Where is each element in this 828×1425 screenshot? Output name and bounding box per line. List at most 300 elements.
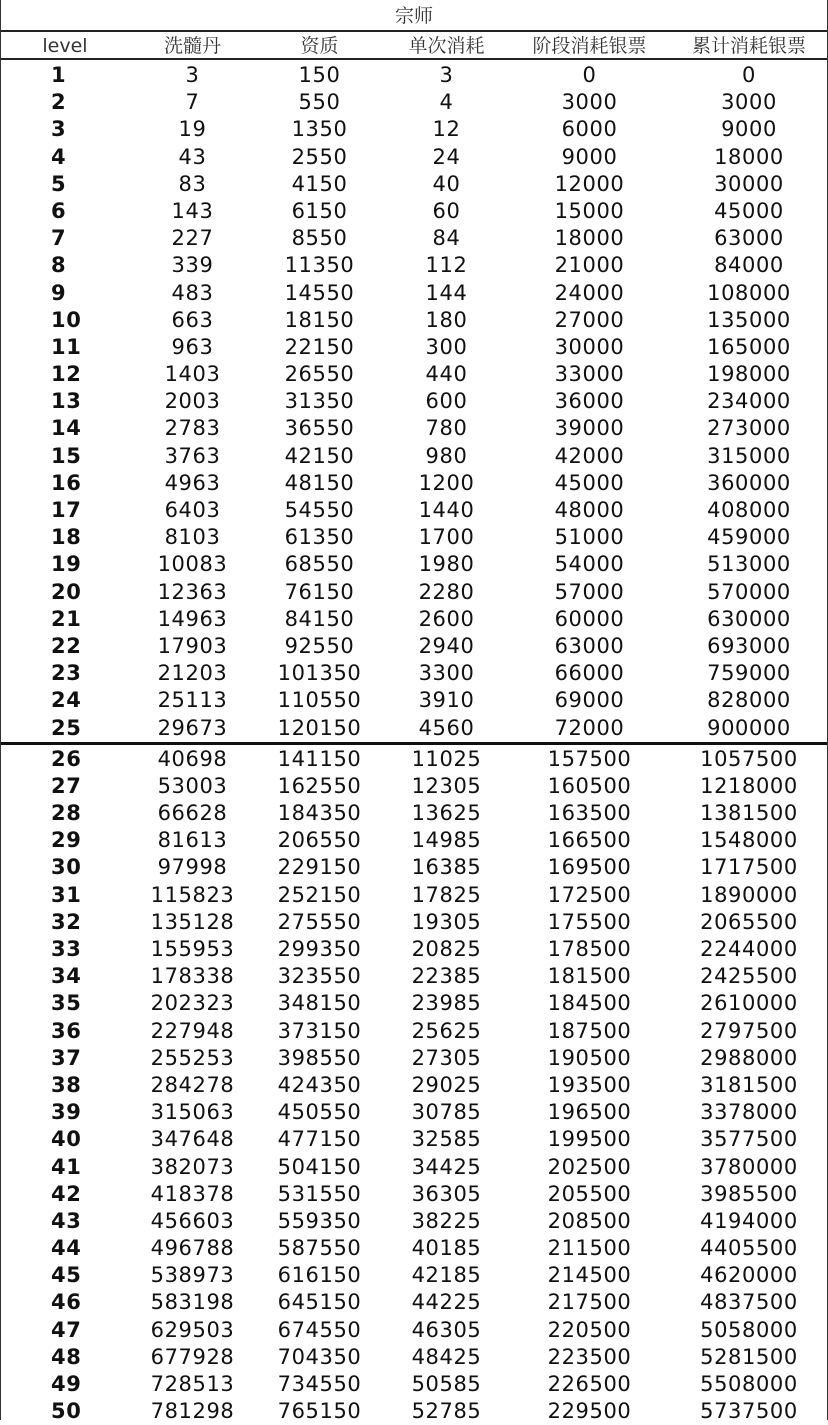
stage-silver-cell: 178500 (547, 937, 632, 961)
stage-silver-cell: 12000 (554, 171, 625, 196)
single-cost-cell: 40185 (411, 1236, 482, 1261)
stage-silver-cell: 66000 (554, 661, 625, 686)
marrow-pill-cell: 728513 (150, 1372, 235, 1396)
aptitude-cell: 424350 (277, 1072, 362, 1097)
table-row (1, 1154, 827, 1181)
table-row (1, 800, 827, 827)
aptitude-cell: 48150 (284, 470, 355, 495)
aptitude-cell: 323550 (277, 964, 362, 989)
marrow-pill-cell: 43 (178, 144, 207, 169)
table-row (1, 1344, 827, 1371)
table-row (1, 1126, 827, 1153)
cumulative-silver-cell: 135000 (707, 307, 791, 332)
level-cell: 48 (51, 1344, 82, 1369)
level-cell: 38 (51, 1072, 82, 1097)
level-cell: 28 (51, 801, 82, 826)
single-cost-cell: 46305 (411, 1317, 482, 1342)
cumulative-silver-cell: 5058000 (700, 1317, 798, 1342)
marrow-pill-cell: 17903 (157, 633, 228, 658)
single-cost-cell: 600 (425, 389, 468, 414)
aptitude-cell: 206550 (277, 828, 362, 853)
table-row (1, 198, 827, 225)
level-cell: 24 (51, 688, 82, 713)
single-cost-cell: 48425 (411, 1344, 482, 1369)
marrow-pill-cell: 202323 (150, 991, 235, 1016)
marrow-pill-cell: 347648 (150, 1127, 235, 1152)
single-cost-cell: 4560 (418, 715, 475, 740)
level-cell: 30 (51, 855, 82, 880)
marrow-pill-cell: 3 (185, 63, 200, 87)
level-cell: 19 (51, 552, 82, 577)
single-cost-cell: 29025 (411, 1072, 482, 1097)
stage-silver-cell: 48000 (554, 498, 625, 522)
table-row (1, 171, 827, 198)
single-cost-cell: 3300 (418, 661, 475, 686)
single-cost-cell: 2940 (418, 633, 475, 658)
cumulative-silver-cell: 3985500 (700, 1181, 798, 1206)
marrow-pill-cell: 21203 (157, 661, 228, 686)
level-cell: 26 (51, 746, 82, 771)
level-cell: 36 (51, 1018, 82, 1043)
single-cost-cell: 40 (432, 171, 461, 196)
cumulative-silver-cell: 198000 (707, 362, 791, 387)
single-cost-cell: 4 (439, 90, 454, 115)
marrow-pill-cell: 115823 (150, 882, 235, 907)
stage-silver-cell: 21000 (554, 253, 625, 278)
cumulative-silver-cell: 3181500 (700, 1072, 798, 1097)
aptitude-cell: 42150 (284, 443, 355, 468)
cumulative-silver-cell: 759000 (707, 661, 791, 686)
cumulative-silver-cell: 1381500 (700, 801, 798, 826)
single-cost-cell: 1980 (418, 552, 475, 577)
marrow-pill-cell: 12363 (157, 579, 228, 604)
header-cumulative-silver-cost: 累计消耗银票 (691, 35, 806, 57)
single-cost-cell: 24 (432, 144, 461, 169)
aptitude-cell: 76150 (284, 579, 355, 604)
level-cell: 11 (51, 334, 82, 359)
marrow-pill-cell: 781298 (150, 1399, 235, 1424)
marrow-pill-cell: 339 (171, 253, 214, 278)
stage-silver-cell: 27000 (554, 307, 625, 332)
table-row (1, 1099, 827, 1126)
single-cost-cell: 50585 (411, 1372, 482, 1396)
table-section-levels-26-50 (1, 745, 827, 1425)
stage-silver-cell: 60000 (554, 606, 625, 631)
aptitude-cell: 14550 (284, 280, 355, 305)
marrow-pill-cell: 483 (171, 280, 214, 305)
table-row (1, 551, 827, 578)
cumulative-silver-cell: 3378000 (700, 1100, 798, 1125)
marrow-pill-cell: 29673 (157, 715, 228, 740)
single-cost-cell: 12305 (411, 773, 482, 798)
cumulative-silver-cell: 315000 (707, 443, 791, 468)
level-cell: 46 (51, 1290, 82, 1315)
cumulative-silver-cell: 693000 (707, 633, 791, 658)
level-cell: 45 (51, 1263, 82, 1288)
level-cell: 1 (51, 63, 67, 87)
header-marrow-pill: 洗髓丹 (163, 35, 221, 57)
table-row (1, 827, 827, 854)
level-cell: 3 (51, 117, 67, 142)
table-row (1, 773, 827, 800)
marrow-pill-cell: 178338 (150, 964, 235, 989)
table-row (1, 854, 827, 881)
cumulative-silver-cell: 2797500 (700, 1018, 798, 1043)
stage-silver-cell: 36000 (554, 389, 625, 414)
marrow-pill-cell: 14963 (157, 606, 228, 631)
table-row (1, 62, 827, 89)
stage-silver-cell: 30000 (554, 334, 625, 359)
level-cell: 21 (51, 606, 82, 631)
table-row (1, 252, 827, 279)
aptitude-cell: 61350 (284, 525, 355, 550)
aptitude-cell: 4150 (291, 171, 348, 196)
marrow-pill-cell: 3763 (164, 443, 221, 468)
stage-silver-cell: 187500 (547, 1018, 632, 1043)
cumulative-silver-cell: 1717500 (700, 855, 798, 880)
table-row (1, 746, 827, 773)
single-cost-cell: 19305 (411, 909, 482, 934)
single-cost-cell: 17825 (411, 882, 482, 907)
level-cell: 22 (51, 633, 82, 658)
table-row (1, 882, 827, 909)
table-row (1, 909, 827, 936)
table-row (1, 388, 827, 415)
single-cost-cell: 14985 (411, 828, 482, 853)
level-cell: 2 (51, 90, 67, 115)
level-cell: 18 (51, 525, 82, 550)
aptitude-cell: 550 (298, 90, 341, 115)
single-cost-cell: 60 (432, 198, 461, 223)
stage-silver-cell: 208500 (547, 1208, 632, 1233)
level-cell: 12 (51, 362, 82, 387)
cumulative-silver-cell: 3780000 (700, 1154, 798, 1179)
table-row (1, 225, 827, 252)
cumulative-silver-cell: 900000 (707, 715, 791, 740)
marrow-pill-cell: 315063 (150, 1100, 235, 1125)
cumulative-silver-cell: 459000 (707, 525, 791, 550)
level-cell: 25 (51, 715, 82, 740)
stage-silver-cell: 229500 (547, 1399, 632, 1424)
stage-silver-cell: 15000 (554, 198, 625, 223)
cumulative-silver-cell: 0 (742, 63, 756, 87)
cumulative-silver-cell: 2988000 (700, 1045, 798, 1070)
stage-silver-cell: 226500 (547, 1372, 632, 1396)
table-row (1, 307, 827, 334)
stage-silver-cell: 220500 (547, 1317, 632, 1342)
cumulative-silver-cell: 4620000 (700, 1263, 798, 1288)
aptitude-cell: 504150 (277, 1154, 362, 1179)
single-cost-cell: 84 (432, 226, 461, 251)
level-cell: 17 (51, 498, 82, 522)
single-cost-cell: 440 (425, 362, 468, 387)
table-row (1, 1262, 827, 1289)
marrow-pill-cell: 143 (171, 198, 214, 223)
cumulative-silver-cell: 513000 (707, 552, 791, 577)
table-row (1, 990, 827, 1017)
cumulative-silver-cell: 234000 (707, 389, 791, 414)
aptitude-cell: 645150 (277, 1290, 362, 1315)
stage-silver-cell: 51000 (554, 525, 625, 550)
table-row (1, 1181, 827, 1208)
marrow-pill-cell: 629503 (150, 1317, 235, 1342)
level-cell: 35 (51, 991, 82, 1016)
single-cost-cell: 16385 (411, 855, 482, 880)
aptitude-cell: 184350 (277, 801, 362, 826)
table-row (1, 1317, 827, 1344)
marrow-pill-cell: 155953 (150, 937, 235, 961)
table-row (1, 1018, 827, 1045)
stage-silver-cell: 202500 (547, 1154, 632, 1179)
single-cost-cell: 780 (425, 416, 468, 441)
single-cost-cell: 180 (425, 307, 468, 332)
table-row (1, 1235, 827, 1262)
level-cell: 41 (51, 1154, 82, 1179)
level-cell: 42 (51, 1181, 82, 1206)
stage-silver-cell: 0 (582, 63, 597, 87)
cumulative-silver-cell: 45000 (714, 198, 784, 223)
level-cell: 15 (51, 443, 82, 468)
marrow-pill-cell: 227 (171, 226, 214, 251)
table-row (1, 334, 827, 361)
marrow-pill-cell: 2783 (164, 416, 221, 441)
stage-silver-cell: 190500 (547, 1045, 632, 1070)
level-cell: 5 (51, 171, 67, 196)
aptitude-cell: 531550 (277, 1181, 362, 1206)
stage-silver-cell: 157500 (547, 746, 632, 771)
marrow-pill-cell: 496788 (150, 1236, 235, 1261)
level-cell: 13 (51, 389, 82, 414)
marrow-pill-cell: 583198 (150, 1290, 235, 1315)
table-row (1, 1208, 827, 1235)
stage-silver-cell: 169500 (547, 855, 632, 880)
single-cost-cell: 1700 (418, 525, 475, 550)
stage-silver-cell: 172500 (547, 882, 632, 907)
table-row (1, 361, 827, 388)
aptitude-cell: 674550 (277, 1317, 362, 1342)
aptitude-cell: 54550 (284, 498, 355, 522)
cumulative-silver-cell: 2065500 (700, 909, 798, 934)
header-aptitude: 资质 (300, 35, 339, 57)
table-row (1, 936, 827, 963)
stage-silver-cell: 205500 (547, 1181, 632, 1206)
aptitude-cell: 477150 (277, 1127, 362, 1152)
level-cell: 29 (51, 828, 82, 853)
single-cost-cell: 13625 (411, 801, 482, 826)
cumulative-silver-cell: 9000 (721, 117, 777, 142)
single-cost-cell: 3 (439, 63, 454, 87)
table-row (1, 497, 827, 524)
table-row (1, 633, 827, 660)
single-cost-cell: 42185 (411, 1263, 482, 1288)
single-cost-cell: 20825 (411, 937, 482, 961)
table-row (1, 1398, 827, 1425)
stage-silver-cell: 199500 (547, 1127, 632, 1152)
cumulative-silver-cell: 630000 (707, 606, 791, 631)
level-cell: 44 (51, 1236, 82, 1261)
stage-silver-cell: 18000 (554, 226, 625, 251)
cumulative-silver-cell: 828000 (707, 688, 791, 713)
aptitude-cell: 765150 (277, 1399, 362, 1424)
aptitude-cell: 704350 (277, 1344, 362, 1369)
marrow-pill-cell: 53003 (157, 773, 228, 798)
aptitude-cell: 1350 (291, 117, 348, 142)
stage-silver-cell: 181500 (547, 964, 632, 989)
table-row (1, 687, 827, 714)
single-cost-cell: 12 (432, 117, 461, 142)
stage-silver-cell: 69000 (554, 688, 625, 713)
single-cost-cell: 1440 (418, 498, 475, 522)
marrow-pill-cell: 81613 (157, 828, 228, 853)
table-row (1, 715, 827, 742)
single-cost-cell: 112 (425, 253, 468, 278)
single-cost-cell: 3910 (418, 688, 475, 713)
stage-silver-cell: 166500 (547, 828, 632, 853)
table-row (1, 443, 827, 470)
marrow-pill-cell: 40698 (157, 746, 228, 771)
table-row (1, 524, 827, 551)
marrow-pill-cell: 83 (178, 171, 207, 196)
cumulative-silver-cell: 2244000 (700, 937, 798, 961)
level-cell: 31 (51, 882, 82, 907)
stage-silver-cell: 54000 (554, 552, 625, 577)
single-cost-cell: 32585 (411, 1127, 482, 1152)
marrow-pill-cell: 1403 (164, 362, 221, 387)
marrow-pill-cell: 418378 (150, 1181, 235, 1206)
stage-silver-cell: 214500 (547, 1263, 632, 1288)
marrow-pill-cell: 4963 (164, 470, 221, 495)
marrow-pill-cell: 6403 (164, 498, 221, 522)
aptitude-cell: 31350 (284, 389, 355, 414)
table-title: 宗师 (1, 0, 827, 32)
level-cell: 40 (51, 1127, 82, 1152)
marrow-pill-cell: 19 (178, 117, 207, 142)
level-cell: 50 (51, 1399, 82, 1424)
marrow-pill-cell: 10083 (157, 552, 228, 577)
cumulative-silver-cell: 5281500 (700, 1344, 798, 1369)
table-row (1, 1045, 827, 1072)
marrow-pill-cell: 456603 (150, 1208, 235, 1233)
aptitude-cell: 8550 (291, 226, 348, 251)
single-cost-cell: 27305 (411, 1045, 482, 1070)
table-row (1, 579, 827, 606)
stage-silver-cell: 42000 (554, 443, 625, 468)
level-cell: 6 (51, 198, 67, 223)
stage-silver-cell: 196500 (547, 1100, 632, 1125)
table-row (1, 1371, 827, 1398)
table-row (1, 470, 827, 497)
stage-silver-cell: 6000 (561, 117, 618, 142)
single-cost-cell: 30785 (411, 1100, 482, 1125)
cumulative-silver-cell: 4194000 (700, 1208, 798, 1233)
single-cost-cell: 34425 (411, 1154, 482, 1179)
table-row (1, 280, 827, 307)
aptitude-cell: 252150 (277, 882, 362, 907)
level-cell: 16 (51, 470, 82, 495)
cumulative-silver-cell: 1548000 (700, 828, 798, 853)
cumulative-silver-cell: 108000 (707, 280, 791, 305)
marrow-pill-cell: 227948 (150, 1018, 235, 1043)
cumulative-silver-cell: 165000 (707, 334, 791, 359)
aptitude-cell: 559350 (277, 1208, 362, 1233)
aptitude-cell: 6150 (291, 198, 348, 223)
level-cell: 27 (51, 773, 82, 798)
aptitude-cell: 22150 (284, 334, 355, 359)
stage-silver-cell: 223500 (547, 1344, 632, 1369)
stage-silver-cell: 160500 (547, 773, 632, 798)
stage-silver-cell: 57000 (554, 579, 625, 604)
aptitude-cell: 299350 (277, 937, 362, 961)
level-cell: 10 (51, 307, 82, 332)
aptitude-cell: 101350 (277, 661, 362, 686)
stage-silver-cell: 175500 (547, 909, 632, 934)
table-row (1, 963, 827, 990)
header-single-cost: 单次消耗 (408, 35, 485, 57)
single-cost-cell: 144 (425, 280, 468, 305)
level-cell: 23 (51, 661, 82, 686)
cumulative-silver-cell: 5508000 (700, 1372, 798, 1396)
cumulative-silver-cell: 3000 (721, 90, 777, 115)
table-row (1, 116, 827, 143)
level-cell: 37 (51, 1045, 82, 1070)
header-level: level (42, 35, 88, 57)
aptitude-cell: 141150 (277, 746, 362, 771)
single-cost-cell: 2280 (418, 579, 475, 604)
single-cost-cell: 22385 (411, 964, 482, 989)
table-row (1, 1289, 827, 1316)
marrow-pill-cell: 663 (171, 307, 214, 332)
single-cost-cell: 980 (425, 443, 468, 468)
cumulative-silver-cell: 2610000 (700, 991, 798, 1016)
aptitude-cell: 616150 (277, 1263, 362, 1288)
single-cost-cell: 44225 (411, 1290, 482, 1315)
cumulative-silver-cell: 273000 (707, 416, 791, 441)
level-cell: 34 (51, 964, 82, 989)
level-cell: 9 (51, 280, 67, 305)
marrow-pill-cell: 284278 (150, 1072, 235, 1097)
cumulative-silver-cell: 3577500 (700, 1127, 798, 1152)
column-header-row (1, 32, 827, 60)
single-cost-cell: 2600 (418, 606, 475, 631)
cumulative-silver-cell: 4405500 (700, 1236, 798, 1261)
level-cell: 32 (51, 909, 82, 934)
level-cell: 39 (51, 1100, 82, 1125)
cumulative-silver-cell: 84000 (714, 253, 784, 278)
marrow-pill-cell: 677928 (150, 1344, 235, 1369)
stage-silver-cell: 193500 (547, 1072, 632, 1097)
cumulative-silver-cell: 1057500 (700, 746, 798, 771)
aptitude-cell: 734550 (277, 1372, 362, 1396)
stage-silver-cell: 33000 (554, 362, 625, 387)
level-cell: 14 (51, 416, 82, 441)
stage-silver-cell: 45000 (554, 470, 625, 495)
marrow-pill-cell: 97998 (157, 855, 228, 880)
table-section-levels-1-25 (1, 60, 827, 745)
stage-silver-cell: 72000 (554, 715, 625, 740)
level-cell: 20 (51, 579, 82, 604)
aptitude-cell: 11350 (284, 253, 355, 278)
aptitude-cell: 84150 (284, 606, 355, 631)
table-row (1, 1072, 827, 1099)
single-cost-cell: 11025 (411, 746, 482, 771)
single-cost-cell: 36305 (411, 1181, 482, 1206)
aptitude-cell: 150 (298, 63, 341, 87)
aptitude-cell: 373150 (277, 1018, 362, 1043)
marrow-pill-cell: 255253 (150, 1045, 235, 1070)
aptitude-cell: 450550 (277, 1100, 362, 1125)
aptitude-cell: 2550 (291, 144, 348, 169)
table-row (1, 660, 827, 687)
